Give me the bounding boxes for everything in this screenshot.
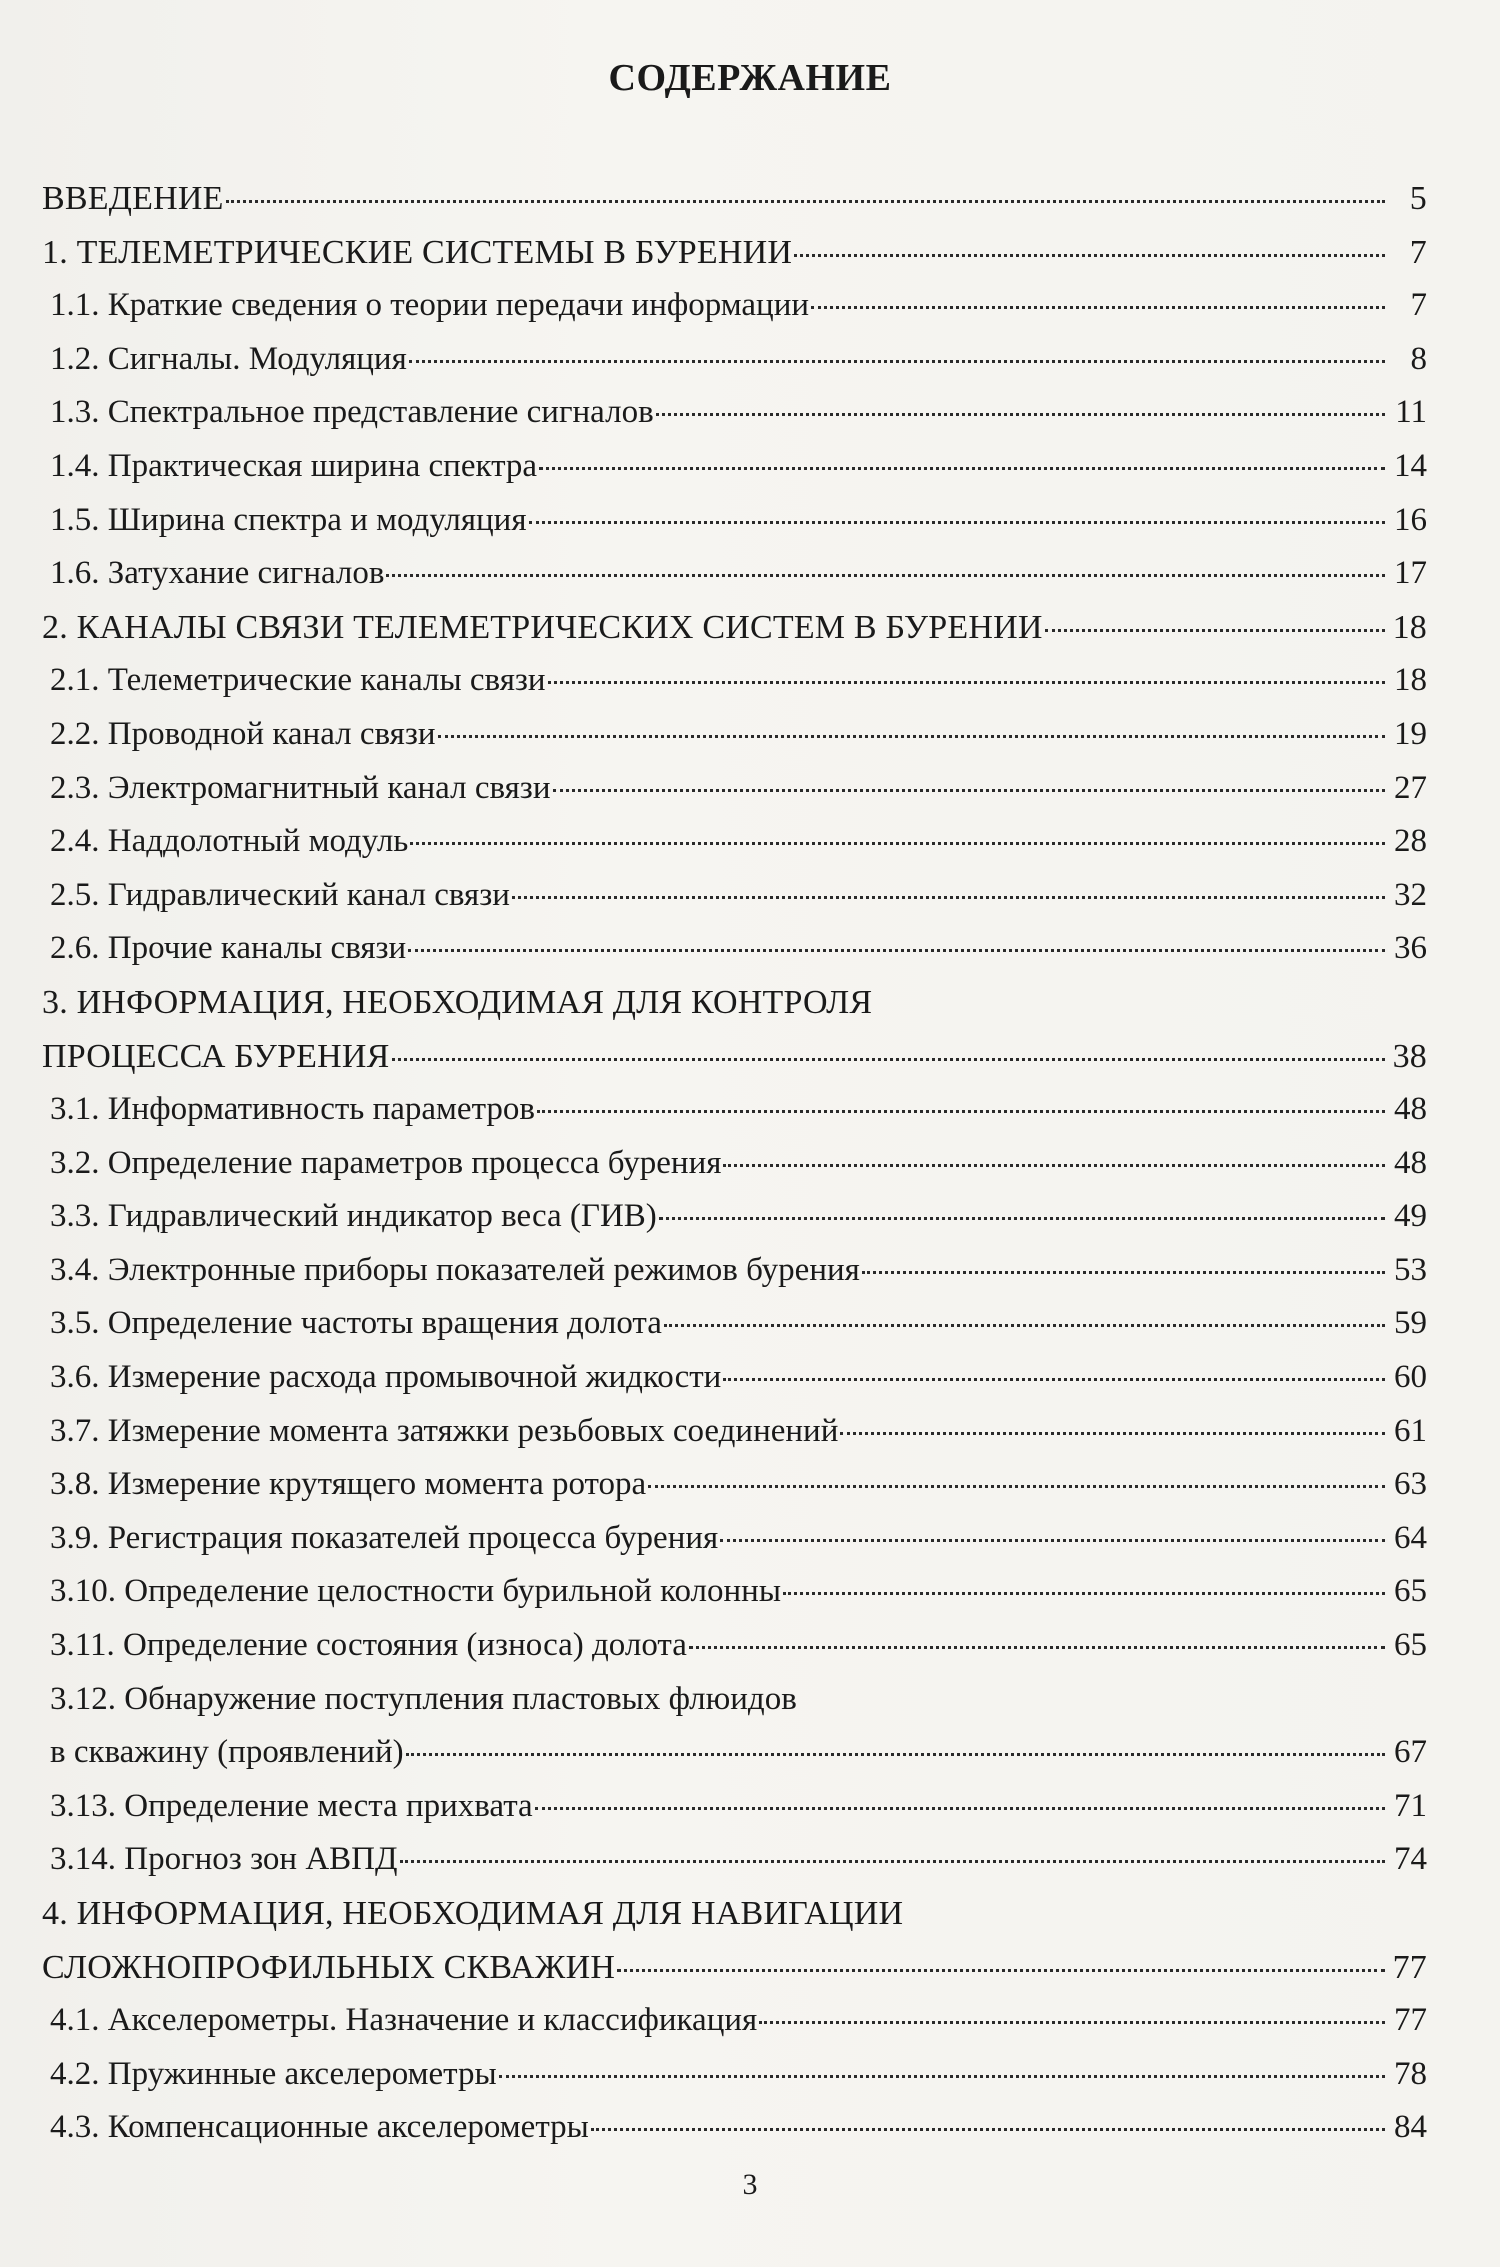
dot-leader [553,789,1386,792]
page-number: 3 [742,2168,758,2201]
toc-entry-page: 48 [1394,1091,1427,1128]
toc-entry-page: 8 [1410,340,1427,377]
dot-leader [783,1592,1385,1595]
toc-entry-page: 38 [1392,1037,1427,1075]
toc-entry-page: 67 [1394,1734,1427,1771]
toc-entry-page: 77 [1392,1948,1427,1986]
dot-leader [539,467,1385,470]
dot-leader [226,200,1385,203]
toc-entry-page: 78 [1394,2055,1427,2092]
toc-entry [42,1137,1427,1191]
toc-entry-label: 2.6. Прочие каналы связи [50,930,407,967]
dot-leader [794,254,1385,257]
toc-entry-label: в скважину (проявлений) [50,1734,404,1771]
dot-leader [548,681,1385,684]
toc-entry [42,1458,1427,1512]
toc-entry [42,1565,1427,1619]
dot-leader [656,413,1385,416]
toc-entry-page: 18 [1392,608,1427,646]
toc-entry-label: 3.5. Определение частоты вращения долота [50,1305,662,1342]
toc-entry-label: 2.4. Наддолотный модуль [50,823,409,860]
toc-entry [42,2048,1427,2102]
toc-entry [42,279,1427,333]
toc-entry-page: 53 [1394,1251,1427,1288]
dot-leader [862,1271,1385,1274]
toc-entry [42,172,1427,226]
toc-entry-page: 18 [1394,662,1427,699]
toc-entry-label: 2.2. Проводной канал связи [50,715,436,752]
toc-entry-label: 2. КАНАЛЫ СВЯЗИ ТЕЛЕМЕТРИЧЕСКИХ СИСТЕМ В БУРЕНИИ [42,608,1043,646]
toc-entry-page: 49 [1394,1198,1427,1235]
dot-leader [1045,629,1385,632]
dot-leader [512,896,1385,899]
toc-entry [42,815,1427,869]
toc-entry [42,494,1427,548]
toc-entry [42,1619,1427,1673]
dot-leader [535,1807,1385,1810]
toc-entry-page: 11 [1395,394,1427,431]
toc-entry [42,1405,1427,1459]
toc-entry-page: 7 [1410,287,1427,324]
toc-entry [42,1887,1427,1941]
toc-entry-label: 4.3. Компенсационные акселерометры [50,2109,589,2146]
toc-entry-page: 84 [1394,2109,1427,2146]
toc-entry [42,869,1427,923]
toc-entry-label: 3.14. Прогноз зон АВПД [50,1841,398,1878]
toc-entry-label: 1.1. Краткие сведения о теории передачи информации [50,287,810,324]
toc-entry-page: 61 [1394,1412,1427,1449]
toc-entry-page: 17 [1394,555,1427,592]
toc-entry-label: 3.11. Определение состояния (износа) долота [50,1627,687,1664]
toc-entry [42,1351,1427,1405]
toc-entry-label: ПРОЦЕССА БУРЕНИЯ [42,1037,390,1075]
toc-entry [42,1780,1427,1834]
toc-entry-label: 2.3. Электромагнитный канал связи [50,769,551,806]
toc-entry-page: 65 [1394,1573,1427,1610]
toc-entry [42,1244,1427,1298]
toc-entry-page: 71 [1394,1787,1427,1824]
toc-entry-label: 1.4. Практическая ширина спектра [50,447,538,484]
dot-leader [392,1058,1385,1061]
dot-leader [720,1539,1385,1542]
toc-entry-label: 2.5. Гидравлический канал связи [50,876,510,913]
toc-entry [42,333,1427,387]
toc-entry-page: 5 [1409,180,1427,217]
toc-entry [42,654,1427,708]
dot-leader [537,1110,1385,1113]
toc-entry [42,1030,1427,1084]
toc-entry [42,1673,1427,1727]
toc-entry [42,976,1427,1030]
toc-entry-page: 27 [1394,769,1427,806]
dot-leader [400,1860,1386,1863]
dot-leader [648,1485,1385,1488]
dot-leader [723,1378,1385,1381]
toc-entry [42,226,1427,280]
toc-entry-label: 4.2. Пружинные акселерометры [50,2055,497,2092]
toc-entry-page: 32 [1394,876,1427,913]
dot-leader [386,574,1385,577]
toc-entry [42,708,1427,762]
toc-entry-label: 1.3. Спектральное представление сигналов [50,394,654,431]
dot-leader [723,1164,1385,1167]
toc-entry-label: 1.5. Ширина спектра и модуляция [50,501,527,538]
table-of-contents [42,172,1427,2155]
toc-entry [42,1297,1427,1351]
toc-entry-label: 3.6. Измерение расхода промывочной жидкости [50,1359,722,1396]
toc-entry-page: 63 [1394,1466,1427,1503]
page-title: СОДЕРЖАНИЕ [608,57,892,99]
toc-entry-label: СЛОЖНОПРОФИЛЬНЫХ СКВАЖИН [42,1948,616,1986]
dot-leader [499,2075,1385,2078]
dot-leader [409,360,1385,363]
dot-leader [591,2128,1385,2131]
dot-leader [759,2021,1385,2024]
toc-entry [42,440,1427,494]
toc-entry-label: 3.13. Определение места прихвата [50,1787,533,1824]
toc-entry [42,1726,1427,1780]
toc-entry [42,1941,1427,1995]
toc-entry-label: 3.8. Измерение крутящего момента ротора [50,1466,647,1503]
toc-entry-label: 1.6. Затухание сигналов [50,555,385,592]
toc-entry [42,1083,1427,1137]
toc-entry [42,601,1427,655]
toc-entry-page: 36 [1394,930,1427,967]
toc-entry-label: 4.1. Акселерометры. Назначение и классификация [50,2002,758,2039]
toc-entry-label: 3. ИНФОРМАЦИЯ, НЕОБХОДИМАЯ ДЛЯ КОНТРОЛЯ [42,983,873,1021]
toc-entry-page: 14 [1394,447,1427,484]
toc-entry-label: 2.1. Телеметрические каналы связи [50,662,546,699]
toc-entry [42,1512,1427,1566]
toc-entry-page: 16 [1394,501,1427,538]
toc-entry [42,1994,1427,2048]
toc-entry-page: 28 [1394,823,1427,860]
dot-leader [689,1646,1385,1649]
toc-entry-label: 1. ТЕЛЕМЕТРИЧЕСКИЕ СИСТЕМЫ В БУРЕНИИ [42,233,793,271]
toc-entry-label: 3.3. Гидравлический индикатор веса (ГИВ) [50,1198,657,1235]
dot-leader [659,1217,1385,1220]
toc-entry-page: 77 [1394,2002,1427,2039]
toc-entry-page: 60 [1394,1359,1427,1396]
dot-leader [410,842,1385,845]
toc-entry-label: 1.2. Сигналы. Модуляция [50,340,407,377]
toc-entry-page: 48 [1394,1144,1427,1181]
toc-entry-page: 64 [1394,1519,1427,1556]
toc-entry [42,922,1427,976]
toc-entry-label: 3.10. Определение целостности бурильной колонны [50,1573,782,1610]
toc-entry [42,386,1427,440]
toc-entry-label: 3.9. Регистрация показателей процесса бурения [50,1519,719,1556]
dot-leader [529,521,1385,524]
toc-entry-label: 3.1. Информативность параметров [50,1091,535,1128]
toc-entry [42,2101,1427,2155]
dot-leader [664,1324,1385,1327]
toc-entry-page: 19 [1394,715,1427,752]
toc-entry-label: 3.7. Измерение момента затяжки резьбовых соединений [50,1412,839,1449]
dot-leader [438,735,1385,738]
toc-entry [42,1190,1427,1244]
toc-entry [42,547,1427,601]
toc-entry-page: 59 [1394,1305,1427,1342]
toc-entry-label: 3.4. Электронные приборы показателей режимов бурения [50,1251,860,1288]
toc-entry-page: 7 [1409,233,1427,271]
dot-leader [811,306,1385,309]
toc-entry-label: 3.12. Обнаружение поступления пластовых флюидов [50,1680,797,1717]
toc-entry-page: 74 [1394,1841,1427,1878]
toc-entry-label: 4. ИНФОРМАЦИЯ, НЕОБХОДИМАЯ ДЛЯ НАВИГАЦИИ [42,1895,904,1932]
dot-leader [617,1969,1385,1972]
dot-leader [406,1753,1385,1756]
toc-entry-label: ВВЕДЕНИЕ [42,180,224,217]
dot-leader [408,949,1385,952]
toc-entry [42,1833,1427,1887]
dot-leader [840,1432,1385,1435]
toc-entry-page: 65 [1394,1627,1427,1664]
toc-entry [42,762,1427,816]
toc-entry-label: 3.2. Определение параметров процесса бурения [50,1144,722,1181]
